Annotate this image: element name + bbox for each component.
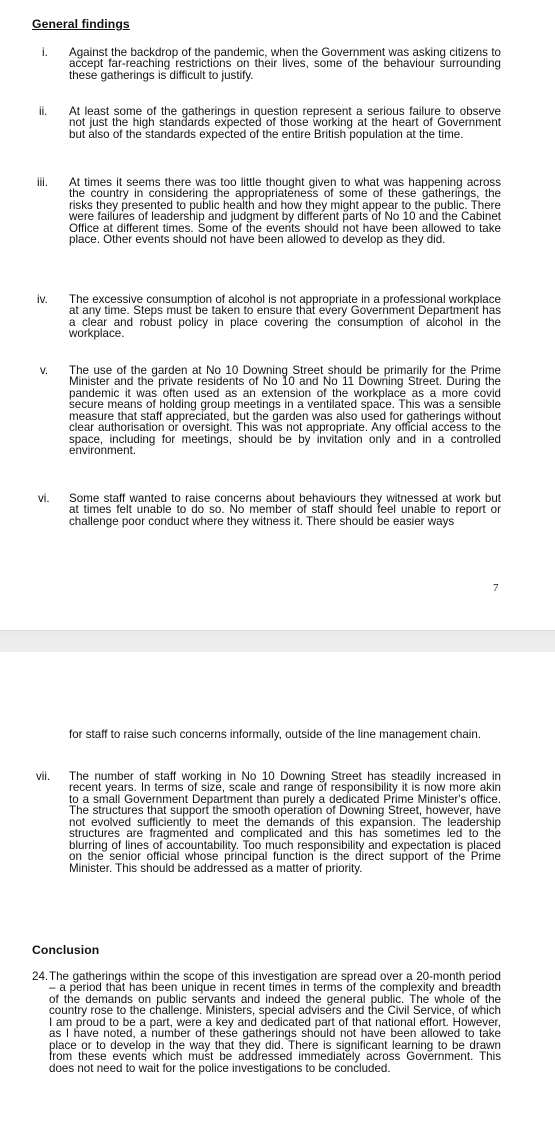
finding-number: i.: [42, 46, 48, 59]
finding-number: vi.: [38, 492, 50, 505]
paragraph-number: 24.: [32, 970, 49, 983]
finding-text: At times it seems there was too little thought given to what was happening across the country in considering the appropriateness of some of these gatherings, the risks they presented to public health and how they might appear to the public. There were failures of leadership and judgment by different parts of No 10 and the Cabinet Office at different times. Some of the events should not have been allowed to take place. Other events should not have been allowed to develop as they did.: [69, 176, 501, 247]
finding-number: ii.: [39, 105, 48, 118]
finding-number: v.: [40, 364, 49, 377]
finding-text: At least some of the gatherings in question represent a serious failure to observe not just the high standards expected of those working at the heart of Government but also of the standards expected of the entire British population at the time.: [69, 105, 501, 141]
page-break: [0, 630, 555, 654]
finding-vi-continuation: for staff to raise such concerns informally, outside of the line management chain.: [69, 728, 482, 741]
paragraph-text: The gatherings within the scope of this investigation are spread over a 20-month period – a period that has been unique in recent times in terms of the complexity and breadth of the demands on public servants and indeed the general public. The whole of the country rose to the challenge. Ministers, special advisers and the Civil Service, of which I am proud to be a part, were a key and dedicated part of that national effort. However, as I have noted, a number of these gatherings should not have been allowed to take place or to develop in the way that they did. There is significant learning to be drawn from these events which must be addressed immediately across Government. This does not need to wait for the police investigations to be concluded.: [49, 970, 501, 1075]
finding-text: Some staff wanted to raise concerns about behaviours they witnessed at work but at times felt unable to do so. No member of staff should feel unable to report or challenge poor conduct where they witness it. There should be easier ways: [69, 492, 501, 528]
conclusion-heading: Conclusion: [32, 943, 100, 957]
finding-number: iv.: [37, 293, 48, 306]
finding-text: The use of the garden at No 10 Downing Street should be primarily for the Prime Minister and the private residents of No 10 and No 11 Downing Street. During the pandemic it was often used as an extension of the workplace as a more covid secure means of holding group meetings in a ventilated space. This was a sensible measure that staff appreciated, but the garden was also used for gatherings without clear authorisation or oversight. This was not appropriate. Any official access to the space, including for meetings, should be by invitation only and in a controlled environment.: [69, 364, 501, 458]
general-findings-heading: General findings: [32, 17, 130, 31]
finding-number: vii.: [36, 770, 51, 783]
finding-text: Against the backdrop of the pandemic, when the Government was asking citizens to accept far-reaching restrictions on their lives, some of the behaviour surrounding these gatherings is difficult to justify.: [69, 46, 501, 82]
page-number: 7: [493, 582, 499, 594]
finding-text: The excessive consumption of alcohol is not appropriate in a professional workplace at any time. Steps must be taken to ensure that every Government Department has a clear and robust policy in place covering the consumption of alcohol in the workplace.: [69, 293, 501, 341]
finding-text: The number of staff working in No 10 Downing Street has steadily increased in recent years. In terms of size, scale and range of responsibility it is now more akin to a small Government Department than purely a dedicated Prime Minister's office. The structures that support the smooth operation of Downing Street, however, have not evolved sufficiently to meet the demands of this expansion. The leadership structures are fragmented and complicated and this has sometimes led to the blurring of lines of accountability. Too much responsibility and expectation is placed on the senior official whose principal function is the direct support of the Prime Minister. This should be addressed as a matter of priority.: [69, 770, 501, 875]
finding-number: iii.: [37, 176, 48, 189]
document-page-2: [0, 652, 555, 1147]
